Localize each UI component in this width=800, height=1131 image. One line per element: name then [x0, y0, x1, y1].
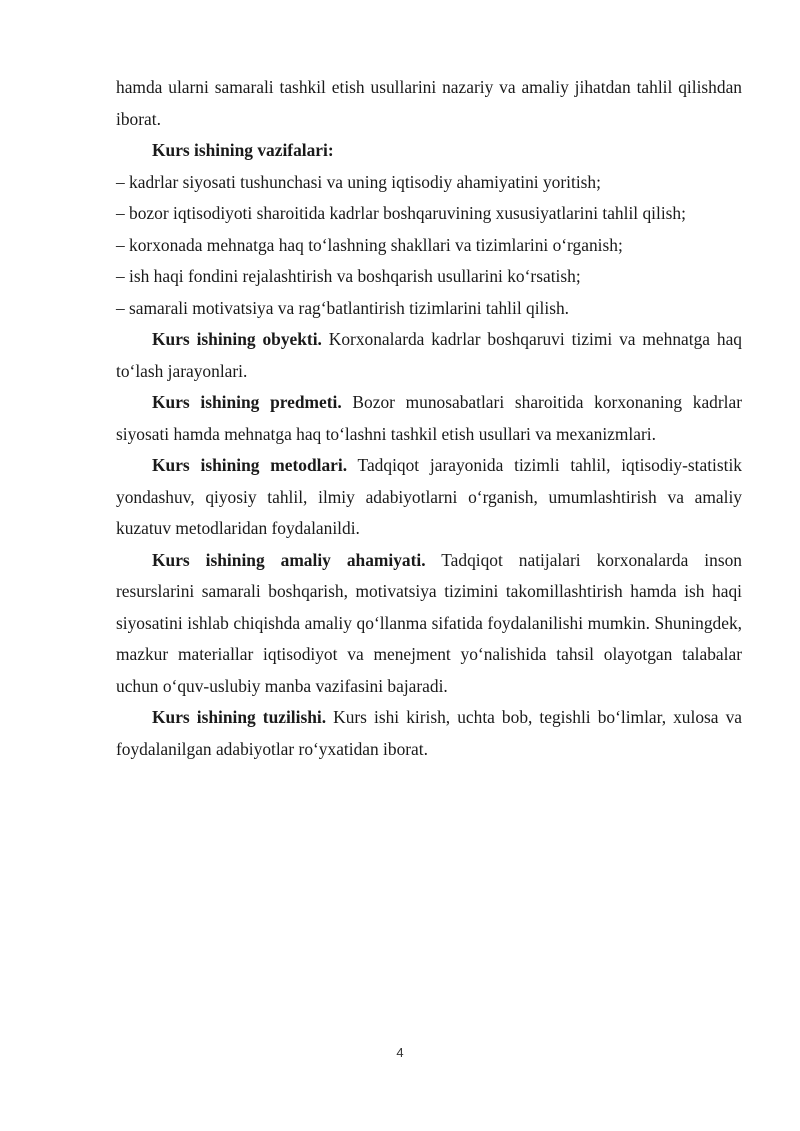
task-item-5: – samarali motivatsiya va rag‘batlantirish tizimlarini tahlil qilish. — [116, 297, 570, 318]
structure-label: Kurs ishining tuzilishi. — [152, 707, 327, 727]
subject-label: Kurs ishining predmeti. — [152, 392, 342, 412]
methods-label: Kurs ishining metodlari. — [152, 455, 348, 475]
methods-paragraph — [116, 450, 742, 545]
methods-text: Tadqiqot jarayonida tizimli tahlil, iqtisodiy-statistik yondashuv, qiyosiy tahlil, ilmiy adabiyotlarni o‘rganish, umumlashtirish va amaliy kuzatuv metodlaridan foydalanildi. — [116, 455, 742, 538]
structure-text: Kurs ishi kirish, uchta bob, tegishli bo‘limlar, xulosa va foydalanilgan adabiyotlar ro‘yxatidan iborat. — [116, 707, 742, 759]
continuation-paragraph: hamda ularni samarali tashkil etish usullarini nazariy va amaliy jihatdan tahlil qilishdan iborat. — [116, 77, 742, 129]
tasks-list — [116, 167, 742, 325]
object-text: Korxonalarda kadrlar boshqaruvi tizimi va mehnatga haq to‘lash jarayonlari. — [116, 329, 743, 381]
practical-significance-text: Tadqiqot natijalari korxonalarda inson resurslarini samarali boshqarish, motivatsiya tizimini takomillashtirish hamda ish haqi siyosatini ishlab chiqishda amaliy qo‘llanma sifatida foydalanilishi mumkin. Shuningdek, mazkur materiallar iqtisodiyot va menejment yo‘nalishida tahsil olayotgan talabalar uchun o‘quv-uslubiy manba vazifasini bajaradi. — [116, 549, 742, 696]
task-item-1: – kadrlar siyosati tushunchasi va uning iqtisodiy ahamiyatini yoritish; — [116, 171, 601, 192]
task-item-3: – korxonada mehnatga haq to‘lashning shakllari va tizimlarini o‘rganish; — [116, 234, 623, 255]
structure-paragraph — [116, 702, 742, 765]
practical-significance-paragraph — [116, 545, 742, 703]
object-paragraph — [116, 324, 742, 387]
page-number: 4 — [396, 1045, 404, 1060]
document-page — [116, 72, 742, 765]
practical-significance-label: Kurs ishining amaliy ahamiyati. — [152, 549, 426, 570]
subject-text: Bozor munosabatlari sharoitida korxonaning kadrlar siyosati hamda mehnatga haq to‘lashni tashkil etish usullari va mexanizmlari. — [116, 392, 742, 444]
tasks-heading: Kurs ishining vazifalari: — [152, 140, 334, 160]
task-item-2: – bozor iqtisodiyoti sharoitida kadrlar boshqaruvining xususiyatlarini tahlil qilish; — [116, 203, 686, 223]
object-label: Kurs ishining obyekti. — [152, 329, 322, 349]
subject-paragraph — [116, 387, 742, 450]
task-item-4: – ish haqi fondini rejalashtirish va boshqarish usullarini ko‘rsatish; — [116, 266, 581, 286]
